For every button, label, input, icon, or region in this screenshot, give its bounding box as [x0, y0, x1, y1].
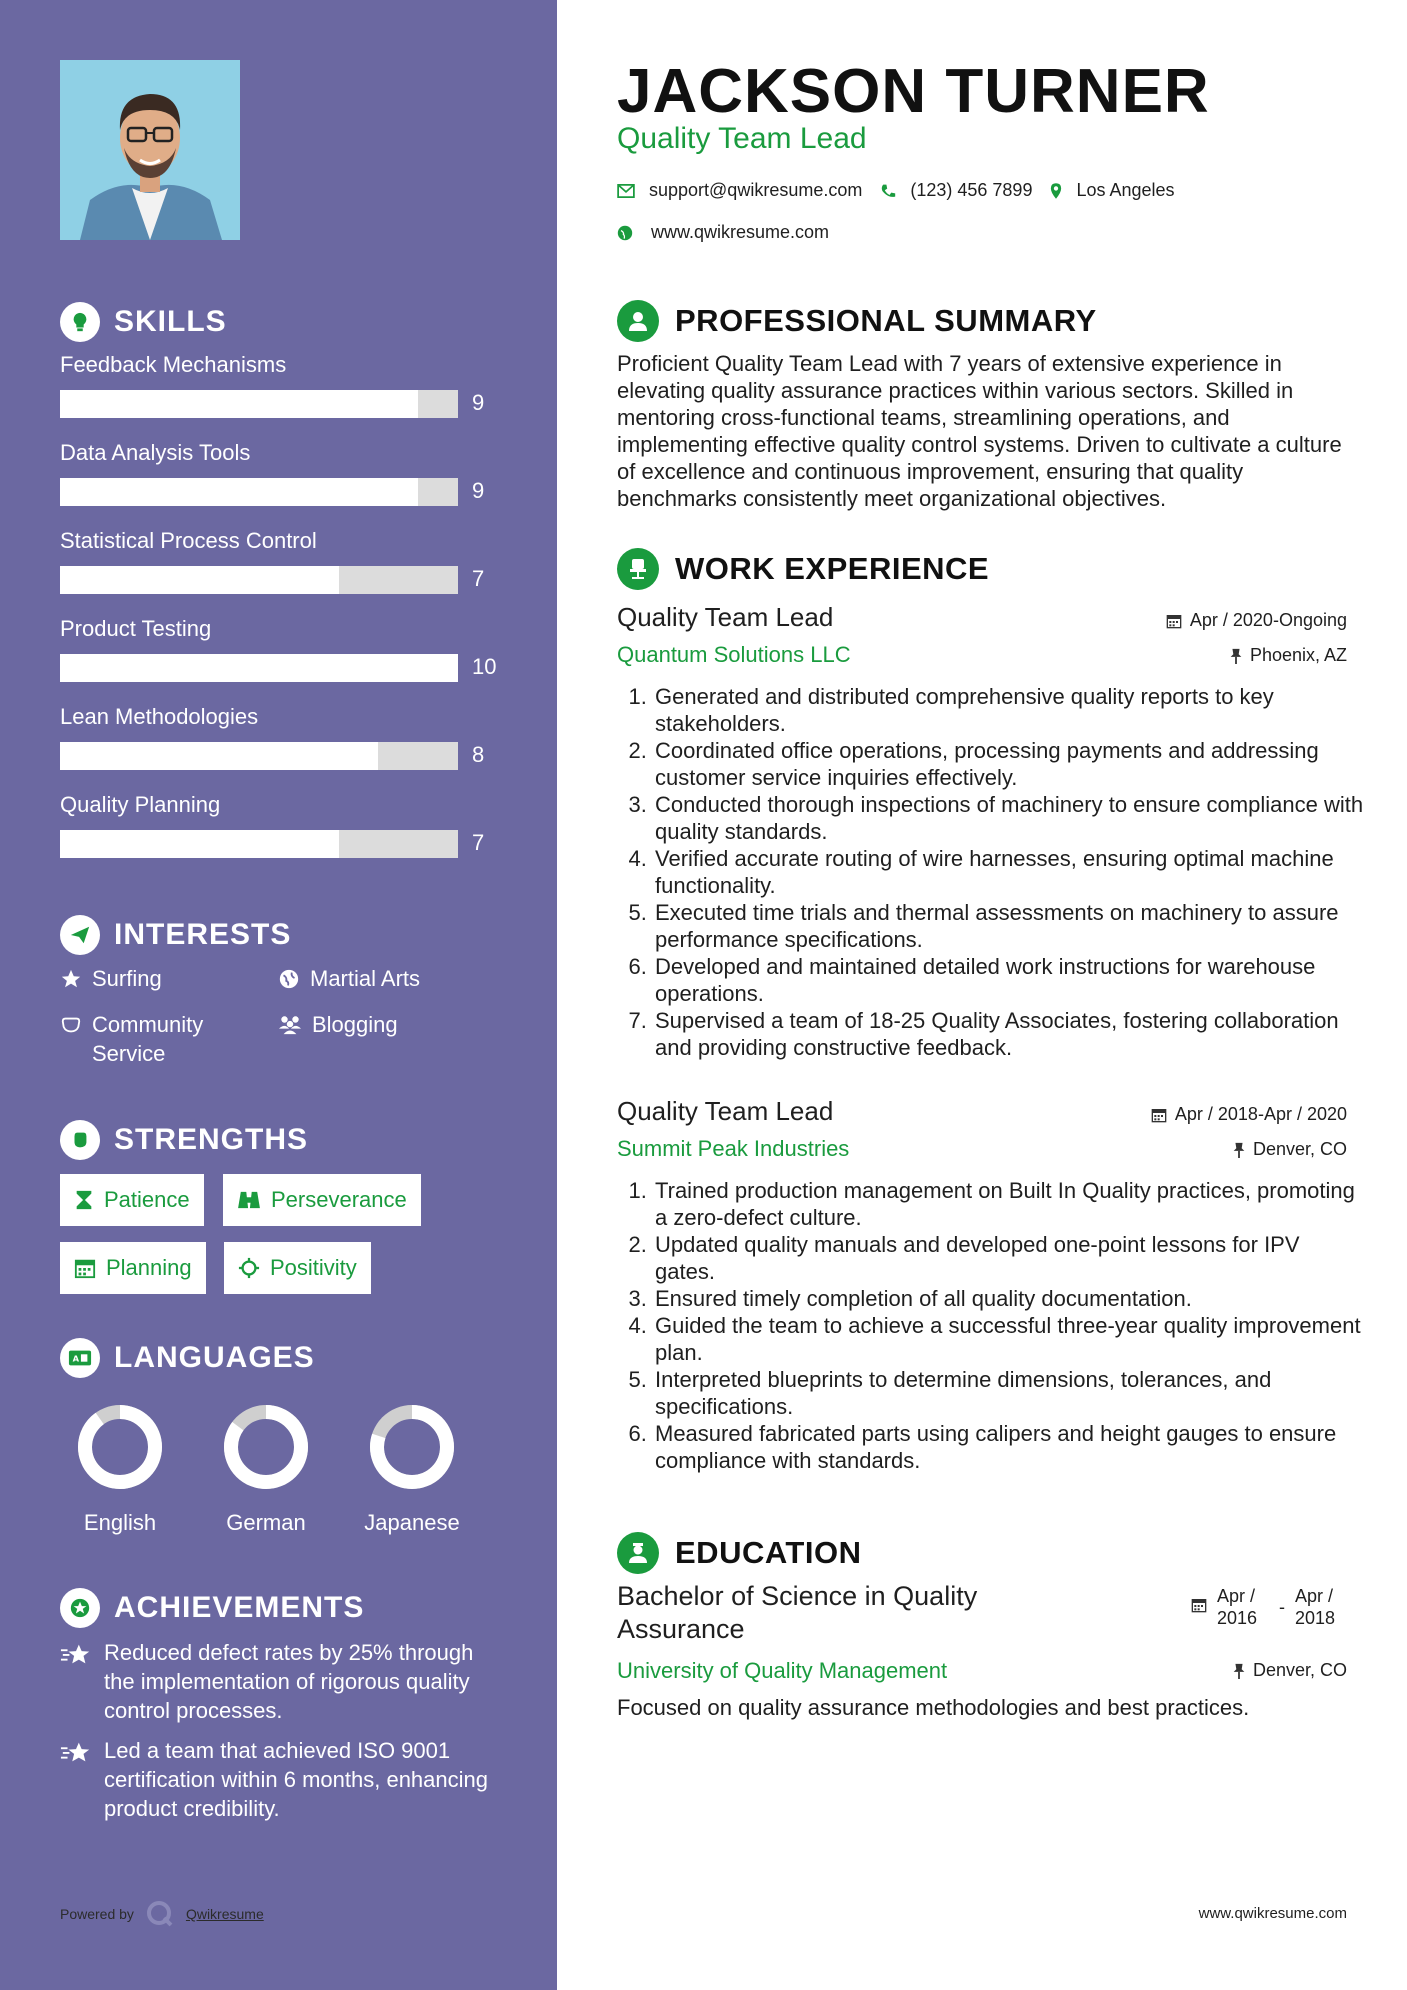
skill-level: 9 [472, 478, 485, 503]
strength-planning [60, 1242, 206, 1294]
language-label: English [83, 1510, 157, 1535]
education-end-month: Apr / [1295, 1586, 1334, 1606]
duty-item: 7. Supervised a team of 18-25 Quality Associates, fostering collaboration and providing constructive feedback. [653, 1007, 1365, 1061]
duty-item: 6. Measured fabricated parts using calipers and height gauges to ensure compliance with standards. [653, 1420, 1365, 1474]
strength-label: Patience [104, 1187, 190, 1212]
skill-name: Data Analysis Tools [60, 440, 251, 465]
hourglass-icon [74, 1189, 94, 1211]
skills-heading [60, 302, 227, 342]
job-dates-text: Apr / 2018-Apr / 2020 [1174, 1104, 1347, 1124]
job-location-text: Phoenix, AZ [1249, 645, 1347, 665]
sun-icon [238, 1257, 260, 1279]
summary-heading [617, 300, 1097, 342]
qwikresume-link[interactable]: Qwikresume [185, 1906, 264, 1922]
interest-surfing [60, 964, 162, 993]
interest-label: Community Service [92, 1012, 204, 1066]
binoculars-icon [237, 1190, 261, 1210]
email-text[interactable]: support@qwikresume.com [649, 180, 863, 200]
calendar-icon [1166, 613, 1182, 629]
map-pin-icon [1050, 182, 1062, 200]
education-title: EDUCATION [675, 1535, 862, 1570]
languages-heading [60, 1338, 315, 1378]
interests-title: INTERESTS [114, 918, 292, 951]
job-title: Quality Team Lead [617, 1096, 834, 1126]
interest-label: Blogging [312, 1012, 398, 1037]
education-start [1217, 1585, 1269, 1629]
strengths-heading [60, 1120, 308, 1160]
skill-level: 7 [472, 566, 485, 591]
calendar-icon [74, 1257, 96, 1279]
job-duties [635, 1177, 1365, 1474]
hand-icon [60, 1014, 82, 1036]
phone-text[interactable]: (123) 456 7899 [910, 180, 1033, 200]
shooting-star-icon [60, 1740, 92, 1764]
achievements-title: ACHIEVEMENTS [114, 1591, 365, 1624]
shooting-star-icon [60, 1642, 92, 1666]
candidate-name: JACKSON TURNER [617, 57, 1210, 126]
strength-patience [60, 1174, 204, 1226]
duty-item: 1. Generated and distributed comprehensive quality reports to key stakeholders. [653, 683, 1365, 737]
user-icon [617, 300, 659, 342]
qwikresume-logo-icon [146, 1900, 174, 1928]
skill-level: 10 [472, 654, 497, 679]
duty-item: 2. Coordinated office operations, processing payments and addressing customer service inquiries effectively. [653, 737, 1365, 791]
svg-text:A: A [72, 1353, 80, 1364]
experience-heading [617, 548, 989, 590]
skill-level: 8 [472, 742, 485, 767]
skills-title: SKILLS [114, 305, 227, 338]
location-text: Los Angeles [1076, 180, 1175, 200]
star-icon [60, 968, 82, 990]
duty-item: 4. Guided the team to achieve a successful three-year quality improvement plan. [653, 1312, 1365, 1366]
pushpin-icon [1233, 1663, 1245, 1679]
achievement-text: Reduced defect rates by 25% through the implementation of rigorous quality control processes. [104, 1640, 474, 1723]
duty-item: 3. Conducted thorough inspections of machinery to ensure compliance with quality standards. [653, 791, 1365, 845]
language-ring [75, 1402, 165, 1492]
duty-item: 3. Ensured timely completion of all quality documentation. [653, 1285, 1365, 1312]
school-name: University of Quality Management [617, 1658, 948, 1683]
education-description: Focused on quality assurance methodologies and best practices. [617, 1695, 1250, 1720]
education-dates [1191, 1585, 1347, 1629]
skill-name: Quality Planning [60, 792, 221, 817]
group-icon [278, 1014, 302, 1036]
languages-title: LANGUAGES [114, 1341, 315, 1374]
degree-title: Bachelor of Science in Quality Assurance [617, 1581, 978, 1644]
envelope-icon [617, 184, 635, 198]
job-location [1230, 645, 1347, 666]
duty-item: 5. Executed time trials and thermal assessments on machinery to assure performance specifications. [653, 899, 1365, 953]
language-label: Japanese [364, 1510, 460, 1535]
pushpin-icon [1230, 648, 1242, 664]
strength-label: Planning [106, 1255, 192, 1280]
education-start-month: Apr / [1217, 1586, 1256, 1606]
interest-label: Martial Arts [310, 966, 421, 991]
interests-heading [60, 915, 291, 955]
star-badge-icon [60, 1588, 100, 1628]
strength-label: Positivity [270, 1255, 357, 1280]
strengths-title: STRENGTHS [114, 1123, 309, 1156]
job-duties [635, 683, 1365, 1061]
education-dash: - [1279, 1597, 1285, 1617]
skill-name: Feedback Mechanisms [60, 352, 287, 377]
candidate-role: Quality Team Lead [617, 122, 867, 155]
footer-website[interactable]: www.qwikresume.com [1198, 1905, 1347, 1922]
lightbulb-icon [60, 302, 100, 342]
job-company: Summit Peak Industries [617, 1136, 850, 1161]
paper-plane-icon [60, 915, 100, 955]
job-title: Quality Team Lead [617, 602, 834, 632]
education-location [1233, 1660, 1347, 1681]
summary-text: Proficient Quality Team Lead with 7 years of extensive experience in elevating quality assurance practices within various sectors. Skilled in mentoring cross-functional teams, streamlining operations, and implementing effective quality control systems. Driven to cultivate a culture of excellence and continuous improvement, ensuring that quality benchmarks consistently meet organizational objectives. [617, 351, 1342, 511]
skill-name: Product Testing [60, 616, 212, 641]
education-end-year: 2018 [1295, 1608, 1336, 1628]
skill-bar-fill [60, 478, 418, 506]
education-start-year: 2016 [1217, 1608, 1258, 1628]
skill-bar-fill [60, 390, 418, 418]
globe-icon [278, 968, 300, 990]
skill-bar [60, 478, 458, 506]
skill-name: Lean Methodologies [60, 704, 259, 729]
skill-bar-fill [60, 566, 339, 594]
sidebar [0, 0, 557, 1990]
interest-martial-arts [278, 964, 420, 993]
language-item [352, 1402, 472, 1536]
language-ring [221, 1402, 311, 1492]
office-chair-icon [617, 548, 659, 590]
skill-bar [60, 830, 458, 858]
job-location [1233, 1139, 1347, 1160]
strength-perseverance [223, 1174, 421, 1226]
skill-bar [60, 654, 458, 682]
powered-by-label: Powered by [60, 1906, 134, 1922]
skill-name: Statistical Process Control [60, 528, 317, 553]
skill-bar-fill [60, 742, 378, 770]
summary-title: PROFESSIONAL SUMMARY [675, 303, 1097, 338]
pushpin-icon [1233, 1142, 1245, 1158]
skill-bar [60, 390, 458, 418]
duty-item: 5. Interpreted blueprints to determine dimensions, tolerances, and specifications. [653, 1366, 1365, 1420]
achievement-text: Led a team that achieved ISO 9001 certification within 6 months, enhancing product credibility. [104, 1738, 488, 1821]
strength-label: Perseverance [271, 1187, 407, 1212]
strength-positivity [224, 1242, 371, 1294]
main-content [557, 0, 1407, 1990]
achievement-item [60, 1638, 500, 1725]
duty-item: 4. Verified accurate routing of wire harnesses, ensuring optimal machine functionality. [653, 845, 1365, 899]
education-end [1295, 1585, 1347, 1629]
website-row [617, 222, 829, 243]
calendar-icon [1151, 1107, 1167, 1123]
fist-icon [60, 1120, 100, 1160]
achievements-heading [60, 1588, 364, 1628]
interest-label: Surfing [92, 966, 162, 991]
education-heading [617, 1532, 861, 1574]
interest-blogging [278, 1010, 398, 1039]
job-dates [1151, 1104, 1347, 1125]
job-dates [1166, 610, 1347, 631]
language-item [206, 1402, 326, 1536]
profile-photo [60, 60, 240, 240]
skill-bar [60, 566, 458, 594]
globe-icon [617, 225, 633, 241]
duty-item: 1. Trained production management on Built In Quality practices, promoting a zero-defect culture. [653, 1177, 1365, 1231]
language-ring-fill [85, 1412, 155, 1482]
education-location-text: Denver, CO [1252, 1660, 1347, 1680]
achievement-item [60, 1736, 500, 1823]
calendar-icon [1191, 1597, 1207, 1613]
duty-item: 2. Updated quality manuals and developed one-point lessons for IPV gates. [653, 1231, 1365, 1285]
skill-bar-fill [60, 830, 339, 858]
contact-row [617, 180, 1175, 201]
experience-title: WORK EXPERIENCE [675, 551, 990, 586]
language-icon [60, 1338, 100, 1378]
skill-bar-fill [60, 654, 458, 682]
language-ring [367, 1402, 457, 1492]
skill-level: 7 [472, 830, 485, 855]
skill-bar [60, 742, 458, 770]
language-item [60, 1402, 180, 1536]
skill-level: 9 [472, 390, 485, 415]
powered-by [60, 1900, 264, 1928]
interest-community-service [60, 1010, 240, 1068]
graduate-icon [617, 1532, 659, 1574]
language-label: German [226, 1510, 306, 1535]
duty-item: 6. Developed and maintained detailed work instructions for warehouse operations. [653, 953, 1365, 1007]
website-text[interactable]: www.qwikresume.com [651, 222, 830, 242]
job-dates-text: Apr / 2020-Ongoing [1189, 610, 1347, 630]
phone-icon [880, 183, 896, 199]
job-company: Quantum Solutions LLC [617, 642, 851, 667]
job-location-text: Denver, CO [1252, 1139, 1347, 1159]
